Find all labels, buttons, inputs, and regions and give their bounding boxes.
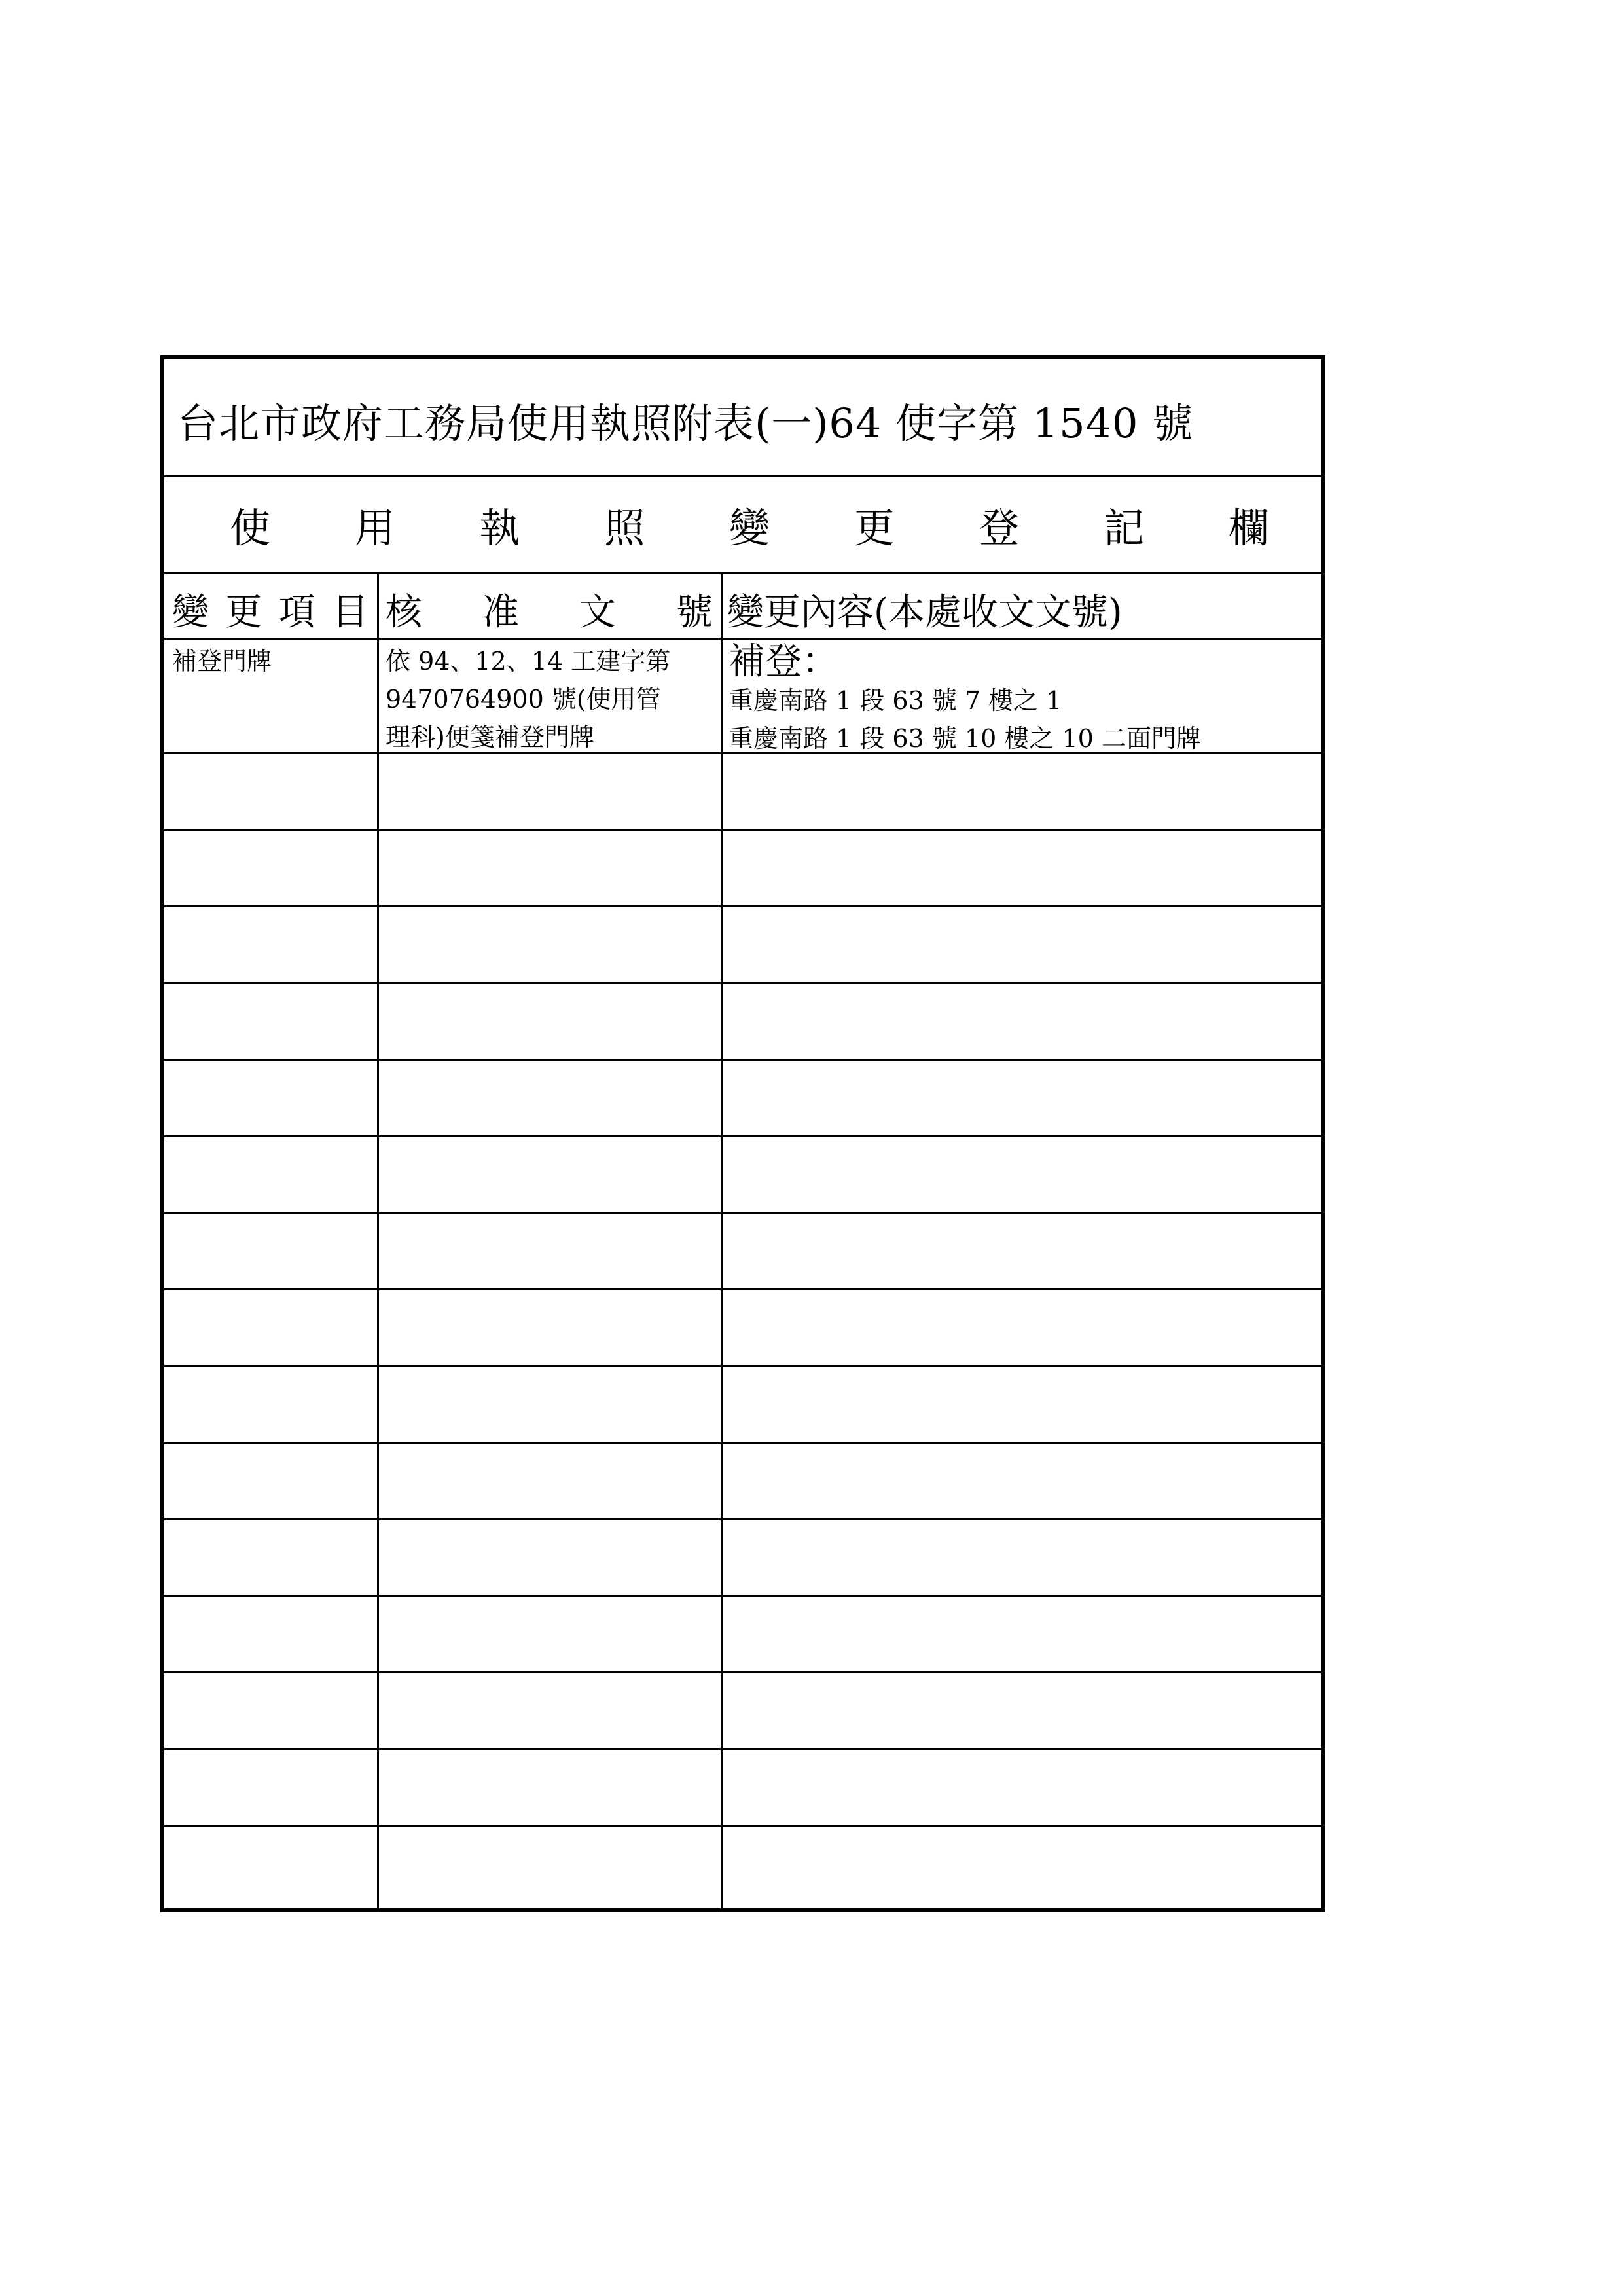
column-header-approval: 核 准 文 號 xyxy=(386,591,713,634)
table-row xyxy=(164,640,1321,754)
table-row xyxy=(164,1061,1321,1137)
table-row xyxy=(164,1673,1321,1750)
heading-char: 執 xyxy=(479,504,520,552)
table-row xyxy=(164,1444,1321,1520)
table-row xyxy=(164,984,1321,1061)
column-header-row xyxy=(164,574,1321,640)
entry-content: 補登： 重慶南路 1 段 63 號 7 樓之 1 重慶南路 1 段 63 號 10 樓之 10 二面門牌 xyxy=(728,640,1201,753)
table-row xyxy=(164,1290,1321,1367)
heading-char: 記 xyxy=(1104,504,1145,552)
table-row xyxy=(164,1827,1321,1908)
heading-char: 登 xyxy=(979,504,1020,552)
entry-item: 補登門牌 xyxy=(172,647,272,676)
heading-char: 用 xyxy=(354,504,395,552)
table-row xyxy=(164,1137,1321,1214)
table-row xyxy=(164,1214,1321,1290)
form-title: 台北市政府工務局使用執照附表(一)64 使字第 1540 號 xyxy=(177,399,1194,447)
column-header-item: 變 更 項 目 xyxy=(172,591,369,634)
heading-char: 更 xyxy=(854,504,895,552)
heading-char: 使 xyxy=(230,504,271,552)
table-row xyxy=(164,907,1321,984)
heading-char: 欄 xyxy=(1228,504,1269,552)
entry-approval: 依 94、12、14 工建字第 9470764900 號(使用管 理科)便箋補登門牌 xyxy=(386,647,671,752)
table-row xyxy=(164,1750,1321,1827)
form-heading xyxy=(164,477,1321,574)
table-row xyxy=(164,1520,1321,1597)
heading-char: 變 xyxy=(728,504,770,552)
column-header-content: 變更內容(本處收文文號) xyxy=(727,591,1123,634)
form-title-row xyxy=(164,359,1321,477)
license-change-form xyxy=(160,355,1325,1912)
heading-char: 照 xyxy=(604,504,645,552)
table-row xyxy=(164,1597,1321,1673)
table-row xyxy=(164,754,1321,831)
record-rows xyxy=(164,640,1321,1908)
table-row xyxy=(164,831,1321,907)
table-row xyxy=(164,1367,1321,1444)
